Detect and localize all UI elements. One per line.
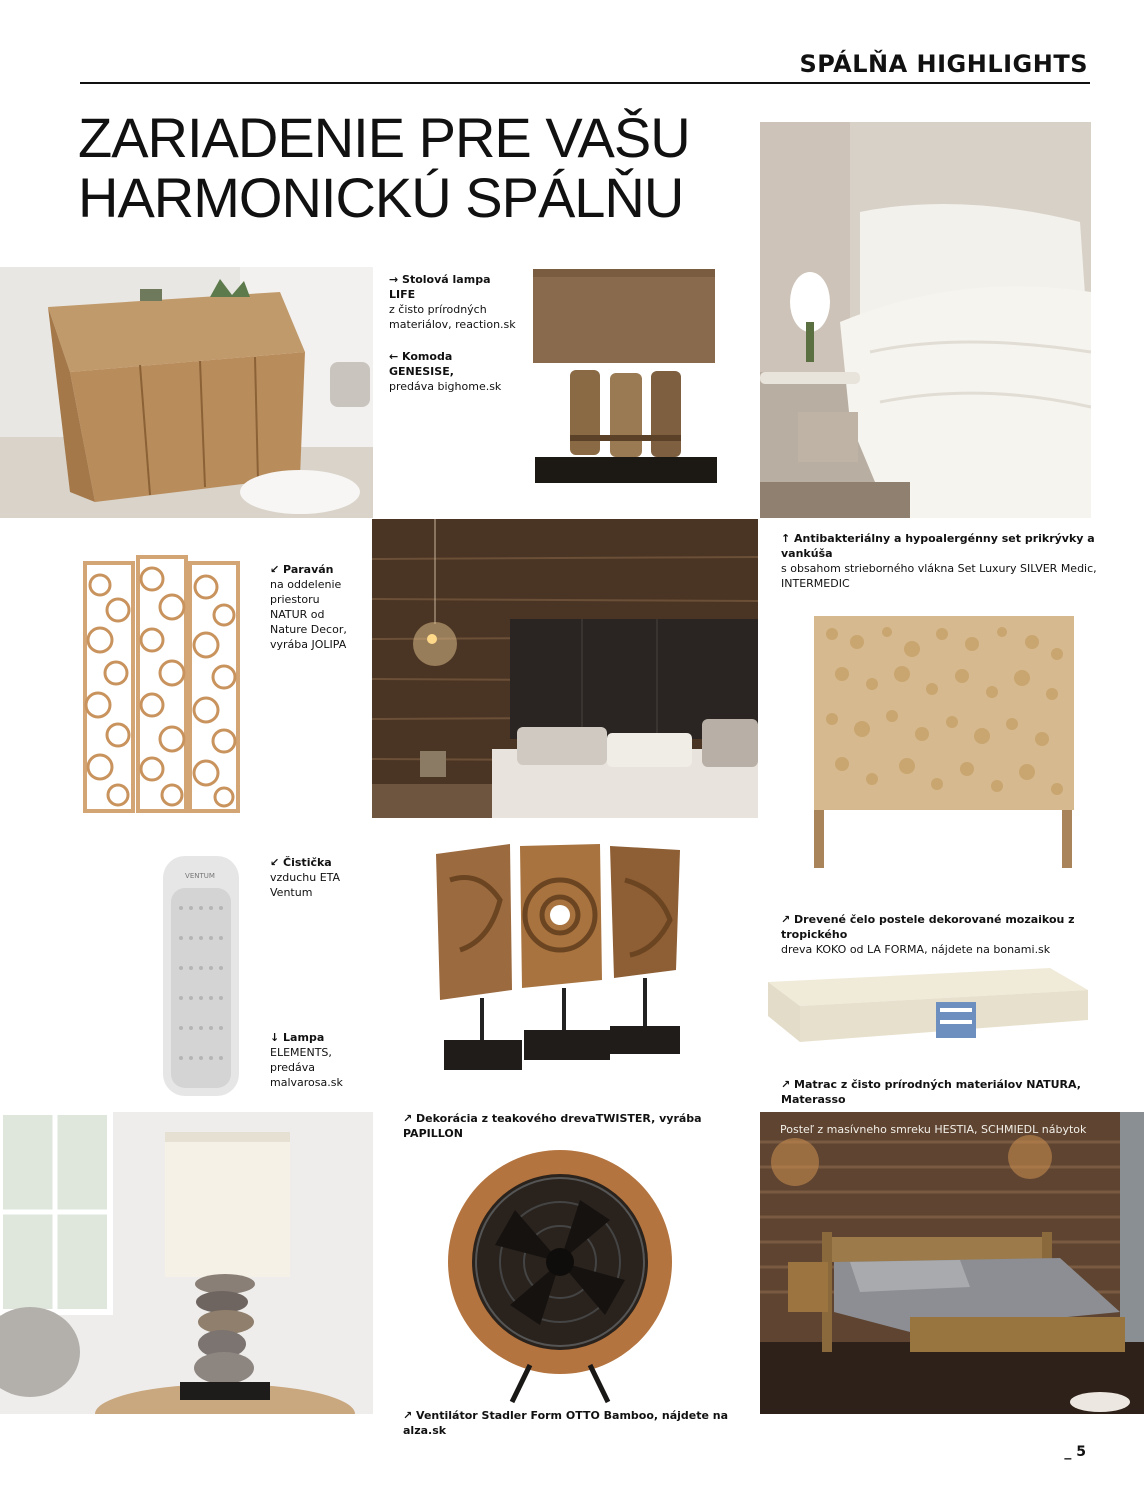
air-purifier-photo [155,848,245,1103]
caption-purifier-line: ↙ Čistička [270,856,332,869]
caption-postel-line: Posteľ z masívneho smreku HESTIA, SCHMIEDL nábytok [780,1123,1087,1136]
caption-postel [780,1122,1100,1137]
caption-purifier-line: Ventum [270,886,313,899]
caption-komoda-line: predáva bighome.sk [389,380,502,393]
caption-paravan-line: NATUR od [270,608,325,621]
caption-paravan-line: na oddelenie [270,578,342,591]
caption-lampa-line: ↓ Lampa [270,1031,325,1044]
title-line-1: ZARIADENIE PRE VAŠU [78,106,690,169]
caption-paravan-line: vyrába JOLIPA [270,638,347,651]
page-number: _ 5 [1064,1444,1086,1460]
caption-komoda [389,349,519,394]
caption-purifier-line: vzduchu ETA [270,871,341,884]
headboard-photo [812,614,1077,870]
lamp-life-photo [525,265,725,490]
caption-bedding-line: ↑ Antibakteriálny a hypoalergénny set prikrývky a vankúša [781,532,1095,560]
caption-lampa-line: malvarosa.sk [270,1076,343,1089]
caption-bedding-line: s obsahom strieborného vlákna Set Luxury SILVER Medic, [781,562,1097,575]
caption-bedding-set [781,531,1121,591]
section-highlights: HIGHLIGHTS [916,50,1088,78]
caption-lampa-line: ELEMENTS, [270,1046,332,1059]
caption-paravan-line: priestoru [270,593,320,606]
bedding-set-photo [760,122,1091,518]
caption-paravan [270,562,370,652]
caption-fan-line: ↗ Ventilátor Stadler Form OTTO Bamboo, nájdete na alza.sk [403,1409,729,1437]
caption-fan [403,1408,743,1438]
lamp-elements-photo [0,1112,373,1414]
caption-headboard [781,912,1121,957]
page-title [78,108,690,228]
caption-paravan-line: Nature Decor, [270,623,347,636]
caption-decor [403,1111,743,1141]
header-rule [80,82,1090,84]
caption-lampa-elements [270,1030,370,1090]
section-header [799,50,1088,78]
caption-decor-line: ↗ Dekorácia z teakového drevaTWISTER, vyrába PAPILLON [403,1112,702,1140]
bedroom-dark-photo [372,519,758,818]
caption-purifier [270,855,370,900]
purifier-brand-label: VENTUM [185,872,215,880]
rustic-bedroom-photo [760,1112,1144,1414]
paravan-photo [80,555,245,817]
caption-matrac [781,1077,1121,1107]
caption-headboard-line: dreva KOKO od LA FORMA, nájdete na bonami.sk [781,943,1051,956]
caption-matrac-line: ↗ Matrac z čisto prírodných materiálov NATURA, Materasso [781,1078,1081,1106]
caption-headboard-line: ↗ Drevené čelo postele dekorované mozaikou z tropického [781,913,1075,941]
title-line-2: HARMONICKÚ SPÁLŇU [78,166,684,229]
caption-lamp-life [389,272,519,332]
komoda-photo [0,267,373,518]
caption-lamp-life-line: materiálov, reaction.sk [389,318,516,331]
mattress-photo [760,962,1092,1052]
caption-paravan-line: ↙ Paraván [270,563,334,576]
caption-lamp-life-line: → Stolová lampa LIFE [389,273,491,301]
fan-otto-photo [440,1150,680,1405]
caption-lampa-line: predáva [270,1061,316,1074]
teak-decor-photo [430,840,685,1092]
caption-komoda-line: ← Komoda GENESISE, [389,350,454,378]
caption-bedding-line: INTERMEDIC [781,577,850,590]
section-name: SPÁLŇA [799,50,908,78]
caption-lamp-life-line: z čisto prírodných [389,303,487,316]
